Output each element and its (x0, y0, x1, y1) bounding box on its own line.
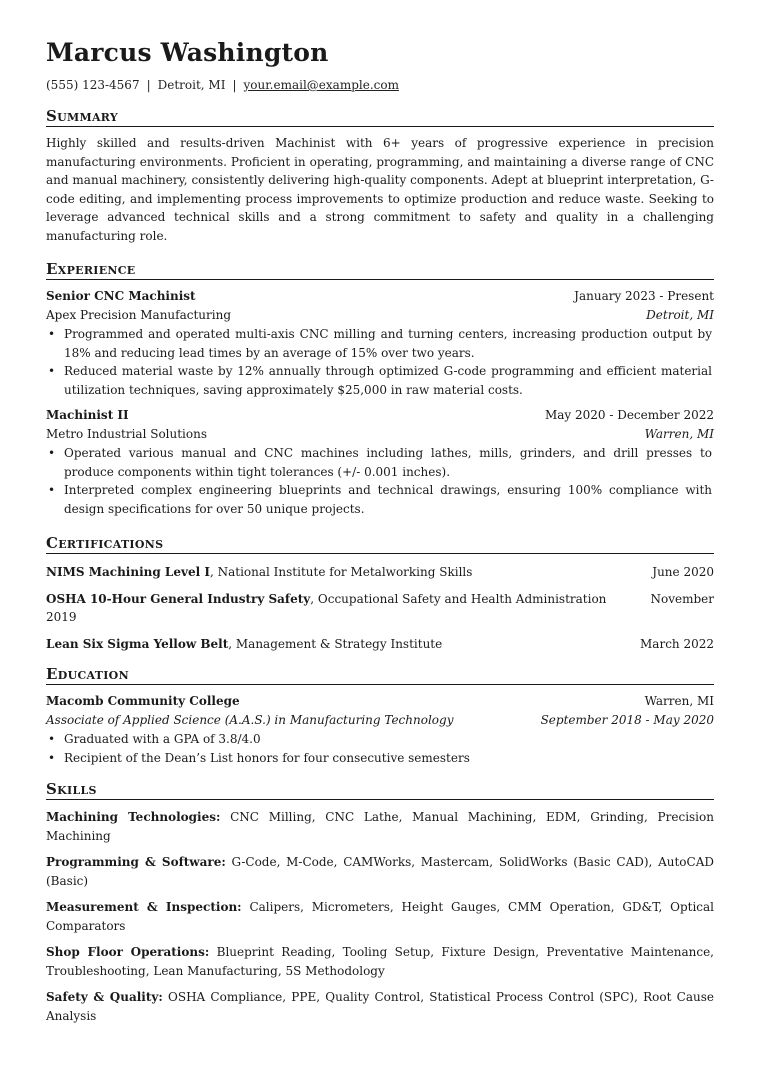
job-company-row (46, 425, 714, 444)
skill-item (46, 808, 714, 845)
job-bullets (46, 444, 714, 518)
list-item: • Interpreted complex engineering blueprints and technical drawings, ensuring 100% compliance with design specifications for over 50 unique projects. (46, 481, 712, 518)
list-item: • Reduced material waste by 12% annually through optimized G-code programming and efficient material utilization techniques, saving approximately $25,000 in raw material costs. (46, 362, 712, 399)
skill-list: G-Code, M-Code, CAMWorks, Mastercam, SolidWorks (Basic CAD), AutoCAD (Basic) (46, 855, 714, 888)
school-name: Macomb Community College (46, 694, 240, 708)
certification-name: OSHA 10-Hour General Industry Safety (46, 591, 311, 606)
skill-item (46, 898, 714, 935)
job-title: Machinist II (46, 408, 129, 422)
skill-item (46, 853, 714, 890)
job-dates: January 2023 - Present (574, 289, 714, 303)
education-section (46, 665, 714, 767)
list-item: • Recipient of the Dean’s List honors for four consecutive semesters (46, 749, 712, 768)
skill-list: CNC Milling, CNC Lathe, Manual Machining, EDM, Grinding, Precision Machining (46, 810, 714, 843)
certification-item (46, 563, 714, 582)
skill-category: Measurement & Inspection: (46, 900, 242, 914)
summary-section (46, 107, 714, 245)
section-divider (46, 799, 714, 800)
experience-section (46, 260, 714, 518)
certification-item (46, 590, 714, 627)
skill-item (46, 988, 714, 1025)
job-title: Senior CNC Machinist (46, 289, 196, 303)
education-bullets (46, 730, 714, 767)
job-location: Warren, MI (644, 427, 714, 441)
skill-category: Shop Floor Operations: (46, 945, 210, 959)
list-item: • Programmed and operated multi-axis CNC milling and turning centers, increasing production output by 18% and reducing lead times by an average of 15% over two years. (46, 325, 712, 362)
certification-issuer: , Management & Strategy Institute (228, 636, 443, 651)
certification-date: November (650, 591, 714, 606)
company-name: Metro Industrial Solutions (46, 427, 208, 441)
certification-date: June 2020 (652, 565, 714, 579)
education-dates: September 2018 - May 2020 (540, 713, 714, 727)
section-title: Experience (46, 260, 136, 278)
certification-date-continued: 2019 (46, 610, 77, 624)
job-header (46, 287, 714, 306)
job-entry (46, 406, 714, 518)
contact-separator: | (232, 78, 237, 92)
company-name: Apex Precision Manufacturing (46, 308, 232, 322)
section-heading (46, 780, 714, 800)
job-dates: May 2020 - December 2022 (544, 408, 714, 422)
job-bullets (46, 325, 714, 399)
skills-section (46, 780, 714, 1025)
email-link[interactable]: your.email@example.com (243, 78, 399, 92)
education-header (46, 692, 714, 711)
contact-separator: | (146, 78, 151, 92)
job-entry (46, 287, 714, 399)
school-location: Warren, MI (644, 694, 714, 708)
skill-list: Calipers, Micrometers, Height Gauges, CMM Operation, GD&T, Optical Comparators (46, 900, 714, 933)
skill-list: Blueprint Reading, Tooling Setup, Fixture Design, Preventative Maintenance, Troubleshooting, Lean Manufacturing, 5S Methodology (46, 945, 714, 978)
section-divider (46, 279, 714, 280)
candidate-name: Marcus Washington (46, 38, 329, 67)
phone-number: (555) 123-4567 (46, 78, 140, 92)
section-heading (46, 260, 714, 280)
job-company-row (46, 306, 714, 325)
job-location: Detroit, MI (646, 308, 714, 322)
section-title: Skills (46, 780, 97, 798)
skill-category: Safety & Quality: (46, 990, 163, 1004)
section-heading (46, 107, 714, 127)
certification-name: NIMS Machining Level I (46, 565, 210, 579)
section-divider (46, 553, 714, 554)
certification-date: March 2022 (640, 636, 714, 651)
skill-item (46, 943, 714, 980)
certification-issuer: , National Institute for Metalworking Skills (209, 565, 473, 579)
section-heading (46, 534, 714, 554)
skill-category: Machining Technologies: (46, 810, 221, 824)
section-title: Certifications (46, 534, 164, 552)
degree-name: Associate of Applied Science (A.A.S.) in Manufacturing Technology (46, 713, 454, 727)
certification-name: Lean Six Sigma Yellow Belt (46, 636, 229, 651)
job-header (46, 406, 714, 425)
list-item: • Graduated with a GPA of 3.8/4.0 (46, 730, 712, 749)
section-divider (46, 684, 714, 685)
education-degree-row (46, 711, 714, 730)
skill-list: OSHA Compliance, PPE, Quality Control, Statistical Process Control (SPC), Root Cause Analysis (46, 990, 714, 1023)
summary-text: Highly skilled and results-driven Machinist with 6+ years of progressive experience in precision manufacturing environments. Proficient in operating, programming, and maintaining a diverse range of CNC and manual machinery, consistently delivering high-quality components. Adept at blueprint interpretation, G-code editing, and implementing process improvements to optimize production and reduce waste. Seeking to leverage advanced technical skills and a strong commitment to safety and quality in a challenging manufacturing role. (46, 136, 714, 243)
section-title: Summary (46, 107, 119, 125)
contact-line (46, 78, 399, 92)
section-heading (46, 665, 714, 685)
certification-item (46, 635, 714, 654)
certifications-section (46, 534, 714, 653)
section-divider (46, 126, 714, 127)
list-item: • Operated various manual and CNC machines including lathes, mills, grinders, and drill presses to produce components within tight tolerances (+/- 0.001 inches). (46, 444, 712, 481)
skill-category: Programming & Software: (46, 855, 226, 869)
section-title: Education (46, 665, 129, 683)
location-text: Detroit, MI (157, 78, 226, 92)
certification-issuer: , Occupational Safety and Health Administration (310, 591, 607, 606)
